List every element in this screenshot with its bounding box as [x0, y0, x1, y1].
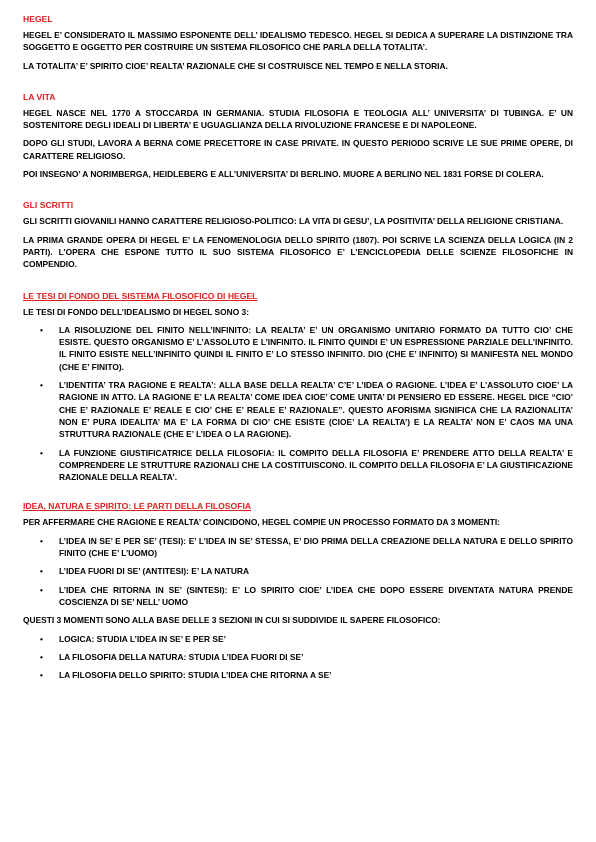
list-item: [40, 379, 573, 440]
heading-hegel: HEGEL: [23, 14, 53, 24]
list-item: [40, 447, 573, 484]
paragraph: HEGEL NASCE NEL 1770 A STOCCARDA IN GERMANIA. STUDIA FILOSOFIA E TEOLOGIA ALL’ UNIVERSITA’ DI TUBINGA. E’ UN SOSTENITORE DEGLI IDEALI DI LIBERTA’ E UGUAGLIANZA DELLA RIVOLUZIONE FRANCESE E DI NAPOLEONE.: [23, 107, 573, 131]
bullet-icon: •: [40, 633, 43, 644]
document-content: [23, 14, 573, 687]
paragraph: HEGEL E’ CONSIDERATO IL MASSIMO ESPONENTE DELL’ IDEALISMO TEDESCO. HEGEL SI DEDICA A SUPERARE LA DISTINZIONE TRA SOGGETTO E OGGETTO PER COSTRUIRE UN SISTEMA FILOSOFICO CHE PARLA DELLA TOTALITA’.: [23, 30, 573, 53]
momenti-list: [23, 535, 573, 608]
heading-gli-scritti: GLI SCRITTI: [23, 200, 74, 211]
list-item: [40, 565, 573, 577]
bullet-icon: •: [40, 535, 43, 546]
heading-idea-natura-spirito: IDEA, NATURA E SPIRITO: LE PARTI DELLA FILOSOFIA: [23, 501, 252, 512]
paragraph: LE TESI DI FONDO DELL’IDEALISMO DI HEGEL SONO 3:: [23, 306, 249, 317]
sezioni-list: [23, 633, 573, 682]
list-item-text: L’IDEA IN SE’ E PER SE’ (TESI): E’ L’IDEA IN SE’ STESSA, E’ DIO PRIMA DELLA CREAZIONE DELLA NATURA E DELLO SPIRITO FINITO (CHE E’ L’UOMO): [59, 535, 573, 559]
bullet-icon: •: [40, 447, 43, 458]
paragraph: POI INSEGNO’ A NORIMBERGA, HEIDLEBERG E ALL’UNIVERSITA’ DI BERLINO. MUORE A BERLINO NEL 1831 FORSE DI COLERA.: [23, 169, 544, 180]
list-item: [40, 633, 573, 645]
bullet-icon: •: [40, 324, 43, 335]
bullet-icon: •: [40, 584, 43, 595]
paragraph: LA TOTALITA’ E’ SPIRITO CIOE’ REALTA’ RAZIONALE CHE SI COSTRUISCE NEL TEMPO E NELLA STORIA.: [23, 60, 448, 71]
heading-la-vita: LA VITA: [23, 91, 56, 102]
list-item-text: L’IDEA CHE RITORNA IN SE’ (SINTESI): E’ LO SPIRITO CIOE’ L’IDEA CHE DOPO ESSERE DIVENTATA NATURA PRENDE COSCIENZA DI SE’ NELL’ UOMO: [59, 584, 573, 607]
paragraph: GLI SCRITTI GIOVANILI HANNO CARATTERE RELIGIOSO-POLITICO: LA VITA DI GESU’, LA POSITIVITA’ DELLA RELIGIONE CRISTIANA.: [23, 216, 564, 227]
paragraph: QUESTI 3 MOMENTI SONO ALLA BASE DELLE 3 SEZIONI IN CUI SI SUDDIVIDE IL SAPERE FILOSOFICO:: [23, 615, 441, 626]
bullet-icon: •: [40, 380, 43, 391]
bullet-icon: •: [40, 670, 43, 681]
paragraph: LA PRIMA GRANDE OPERA DI HEGEL E’ LA FENOMENOLOGIA DELLO SPIRITO (1807). POI SCRIVE LA SCIENZA DELLA LOGICA (IN 2 PARTI). L’OPERA CHE ESPONE TUTTO IL SUO SISTEMA FILOSOFICO E’ L’ENCICLOPEDIA DELLE SCIENZE FILOSOFICHE IN COMPENDIO.: [23, 234, 573, 270]
list-item-text: LA FILOSOFIA DELLA NATURA: STUDIA L’IDEA FUORI DI SE’: [59, 651, 304, 662]
list-item-text: LOGICA: STUDIA L’IDEA IN SE’ E PER SE’: [59, 633, 226, 644]
list-item: [40, 669, 573, 681]
tesi-list: [23, 324, 573, 484]
bullet-icon: •: [40, 566, 43, 577]
list-item-text: LA FUNZIONE GIUSTIFICATRICE DELLA FILOSOFIA: IL COMPITO DELLA FILOSOFIA E’ PRENDERE ATTO DELLA REALTA’ E COMPRENDERE LE STRUTTURE RAZIONALI CHE LA COSTITUISCONO. IL COMPITO DELLA FILOSOFIA E’ LA GIUSTIFICAZIONE RAZIONALE DELLA REALTA’.: [59, 447, 573, 483]
list-item-text: L’IDENTITA’ TRA RAGIONE E REALTA’: ALLA BASE DELLA REALTA’ C’E’ L’IDEA O RAGIONE. L’IDEA E’ L’ASSOLUTO CIOE’ LA RAGIONE IN ATTO. LA RAGIONE E’ LA REALTA’ COME IDEA CIOE’ COME UNITA’ DI PENSIERO ED ESSERE. HEGEL DICE “CIO’ CHE E’ RAZIONALE E’ REALE E CIO’ CHE E’ REALE E’ RAZIONALE”. QUESTO AFORISMA SIGNIFICA CHE LA RAZIONALITA’ NON E’ PURA IDEALITA’ MA E’ LA FORMA DI CIO’ CHE ESISTE (CIOE’ LA REALTA’) E LA REALTA’ NON E’ CAOS MA UNA STRUTTURA RAZIONALE (CHE E’ L’IDEA O LA RAGIONE).: [59, 380, 573, 440]
paragraph: DOPO GLI STUDI, LAVORA A BERNA COME PRECETTORE IN CASE PRIVATE. IN QUESTO PERIODO SCRIVE LE SUE PRIME OPERE, DI CARATTERE RELIGIOSO.: [23, 138, 573, 161]
paragraph: PER AFFERMARE CHE RAGIONE E REALTA’ COINCIDONO, HEGEL COMPIE UN PROCESSO FORMATO DA 3 MOMENTI:: [23, 517, 500, 528]
list-item-text: L’IDEA FUORI DI SE’ (ANTITESI): E’ LA NATURA: [59, 566, 249, 577]
list-item: [40, 324, 573, 373]
list-item: [40, 535, 573, 560]
heading-tesi-di-fondo: LE TESI DI FONDO DEL SISTEMA FILOSOFICO DI HEGEL: [23, 290, 258, 301]
bullet-icon: •: [40, 651, 43, 662]
list-item-text: LA RISOLUZIONE DEL FINITO NELL’INFINITO: LA REALTA’ E’ UN ORGANISMO UNITARIO FORMATO DA TUTTO CIO’ CHE ESISTE. QUESTO ORGANISMO E’ L’ASSOLUTO E L’INFINITO. IL FINITO QUINDI E’ UN ESPRESSIONE PARZIALE DELL’INFINITO. IL FINITO ESISTE NELL’INFINITO QUINDI IL FINITO E’ LO STESSO INFINITO. DIO (CHE E’ INFINITO) SI MANIFESTA NEL MONDO (CHE E’ FINITO).: [59, 324, 573, 372]
list-item-text: LA FILOSOFIA DELLO SPIRITO: STUDIA L’IDEA CHE RITORNA A SE’: [59, 670, 332, 681]
list-item: [40, 651, 573, 663]
list-item: [40, 584, 573, 609]
